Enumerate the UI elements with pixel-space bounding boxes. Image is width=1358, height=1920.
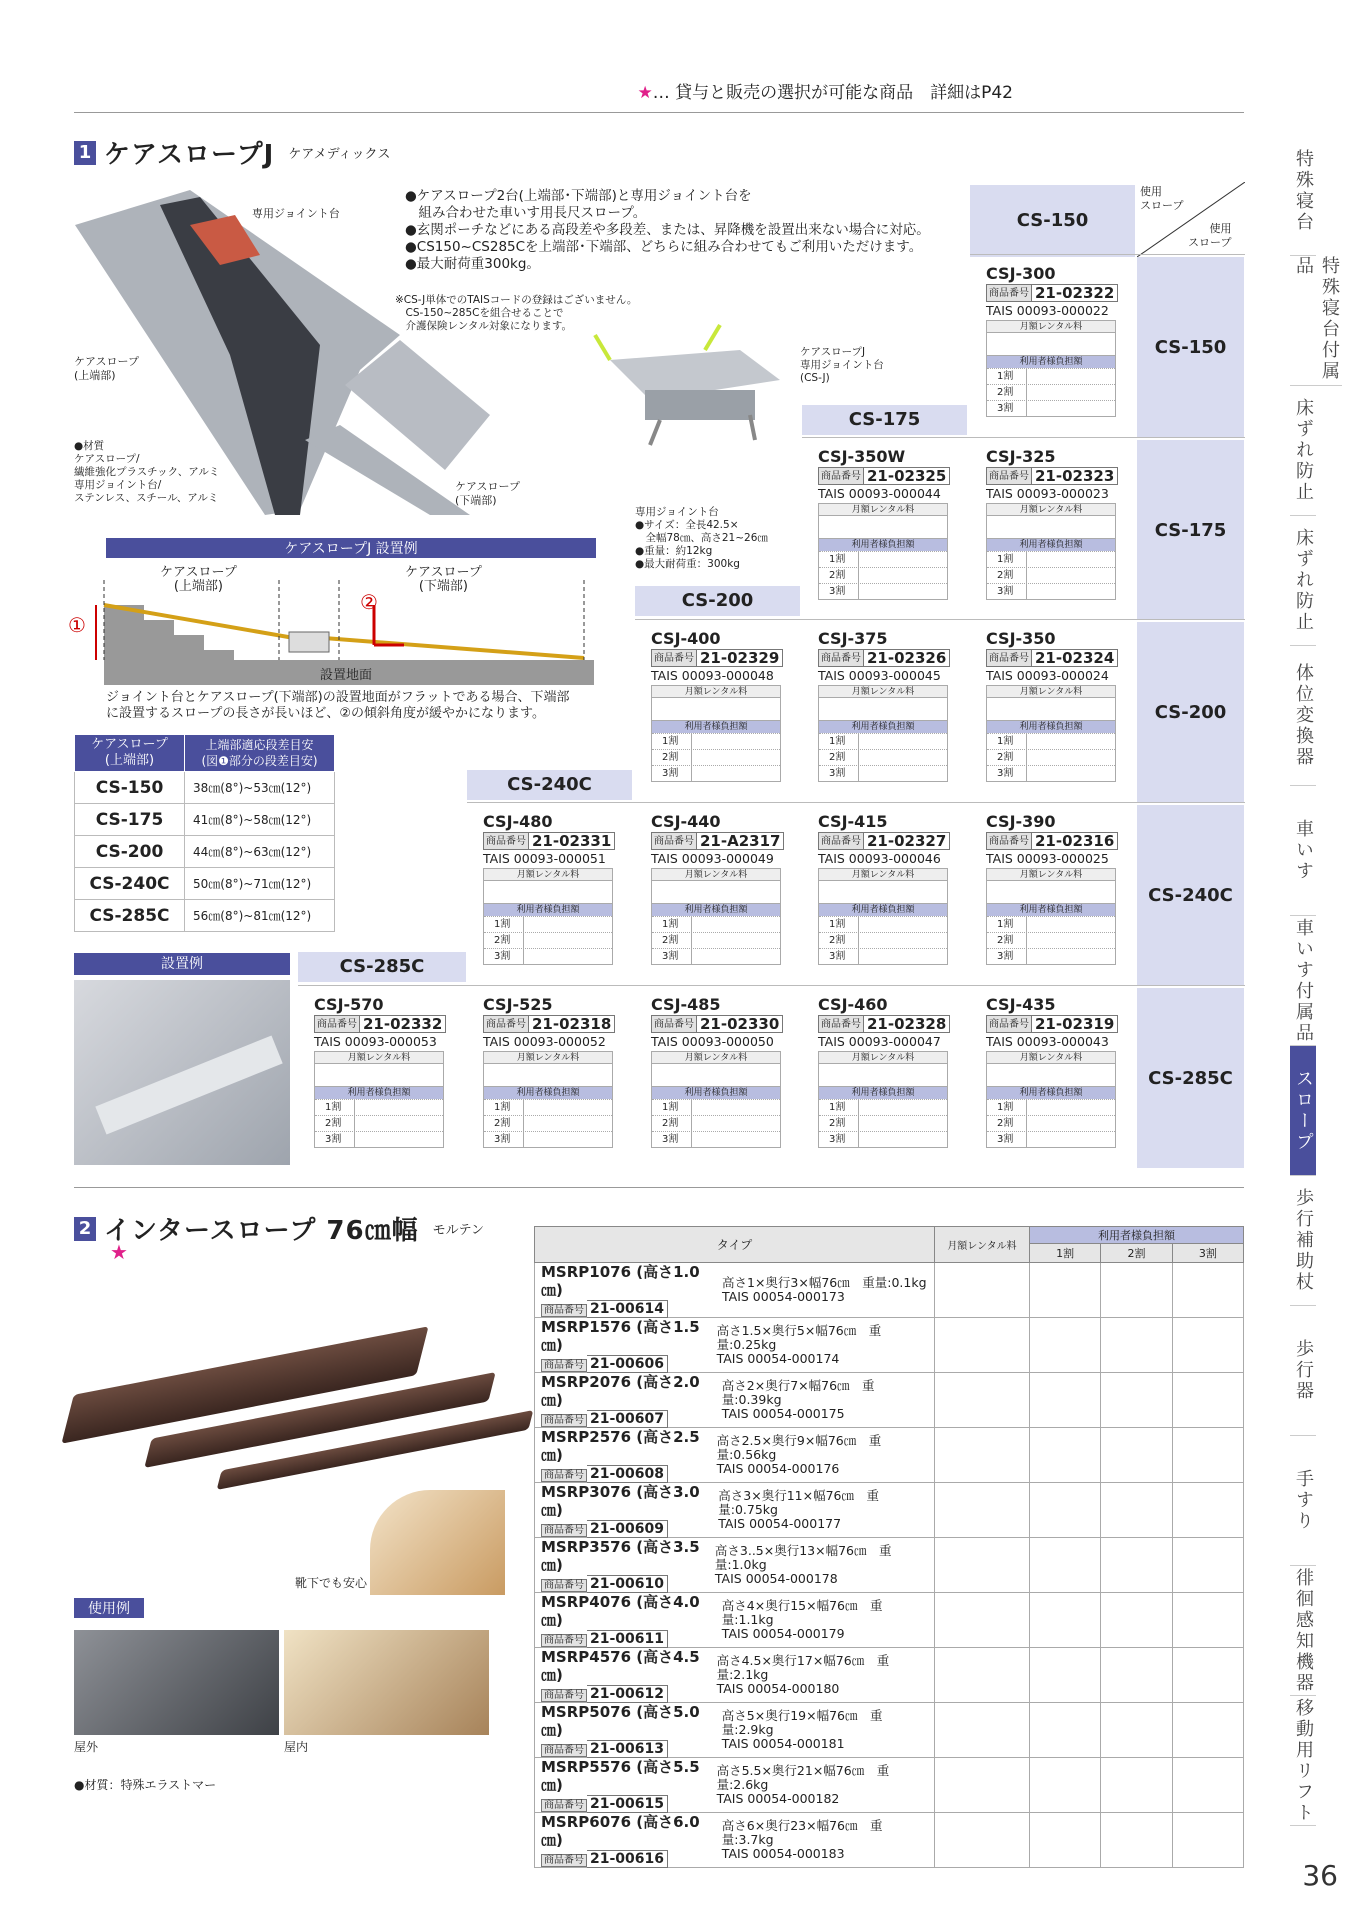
grid-line xyxy=(802,437,1245,438)
user-header: 利用者様負担額 xyxy=(987,538,1115,551)
model-code: CSJ-350 xyxy=(986,629,1056,648)
th-type: タイプ xyxy=(535,1227,935,1263)
table-row: MSRP1576 (高さ1.5㎝) 商品番号 21-00606 高さ1.5×奥行5×幅76㎝ 重量:0.25kg TAIS 00054-000174 xyxy=(535,1318,1244,1373)
th-rent: 月額レンタル料 xyxy=(935,1227,1030,1263)
model-card: CSJ-570 商品番号 21-02332 TAIS 00093-000053 月額レンタル料 利用者様負担額 1割 2割 3割 xyxy=(314,995,454,1170)
step-th-model: ケアスロープ (上端部) xyxy=(75,735,185,772)
ground-label: 設置地面 xyxy=(320,668,373,683)
rental-notice xyxy=(637,78,1013,103)
rent-header: 月額レンタル料 xyxy=(652,686,780,698)
model-card: CSJ-440 商品番号 21-A2317 TAIS 00093-000049 月額レンタル料 利用者様負担額 1割 2割 3割 xyxy=(651,812,791,987)
example-label: 設置例 xyxy=(74,953,290,975)
product-number: 21-02324 xyxy=(1032,649,1118,667)
table-row: CS-150 38㎝(8°)~53㎝(12°) xyxy=(75,772,335,804)
marker-2: ② xyxy=(360,590,378,614)
material-list: ●材質 ケアスロープ/ 繊維強化プラスチック、アルミ 専用ジョイント台/ ステンレス、スチール、アルミ xyxy=(74,440,220,504)
product-number-label: 商品番号 xyxy=(986,1015,1032,1033)
model-name: MSRP5576 (高さ5.5㎝) xyxy=(541,1758,700,1794)
row-head-cs240c: CS-240C xyxy=(1137,805,1244,985)
sidebar-item[interactable]: 体位変換器 xyxy=(1290,646,1316,786)
tais-code: TAIS 00093-000052 xyxy=(483,1034,606,1049)
joint-stand-image xyxy=(590,320,790,450)
model-name: MSRP1076 (高さ1.0㎝) xyxy=(541,1263,700,1299)
product-number: 21-02327 xyxy=(864,832,950,850)
grid-line xyxy=(467,802,1245,803)
page-number: 36 xyxy=(1302,1859,1338,1892)
tais-code: TAIS 00054-000182 xyxy=(716,1791,840,1806)
tais-code: TAIS 00093-000047 xyxy=(818,1034,941,1049)
model-code: CSJ-460 xyxy=(818,995,888,1014)
tais-code: TAIS 00054-000175 xyxy=(721,1406,845,1421)
model-code: CSJ-375 xyxy=(818,629,888,648)
rent-header: 月額レンタル料 xyxy=(819,504,947,516)
product-number-label: 商品番号 xyxy=(818,832,864,850)
col-head-cs175: CS-175 xyxy=(802,405,967,435)
model-code: CSJ-570 xyxy=(314,995,384,1014)
user-header: 利用者様負担額 xyxy=(652,720,780,733)
spec: 高さ1.5×奥行5×幅76㎝ 重量:0.25kg xyxy=(716,1323,882,1352)
sidebar-item[interactable]: 歩行補助杖 xyxy=(1290,1176,1316,1306)
tais-code: TAIS 00054-000183 xyxy=(721,1846,845,1861)
tais-code: TAIS 00093-000025 xyxy=(986,851,1109,866)
col-head-cs240c: CS-240C xyxy=(467,770,632,800)
product-number: 21-00616 xyxy=(587,1850,668,1868)
spec: 高さ4×奥行15×幅76㎝ 重量:1.1kg xyxy=(721,1598,883,1627)
table-row: MSRP2076 (高さ2.0㎝) 商品番号 21-00607 高さ2×奥行7×幅76㎝ 重量:0.39kg TAIS 00054-000175 xyxy=(535,1373,1244,1428)
model-code: CSJ-440 xyxy=(651,812,721,831)
product-number: 21-00606 xyxy=(587,1355,668,1373)
star-icon: ★ xyxy=(637,83,653,103)
spec: 高さ2×奥行7×幅76㎝ 重量:0.39kg xyxy=(721,1378,875,1407)
product-number: 21-02322 xyxy=(1032,284,1118,302)
sidebar-item[interactable]: 車いす xyxy=(1290,786,1316,916)
tais-code: TAIS 00093-000023 xyxy=(986,486,1109,501)
sock-photo xyxy=(370,1490,505,1595)
model-code: CSJ-325 xyxy=(986,447,1056,466)
product-number-label: 商品番号 xyxy=(483,832,529,850)
rent-header: 月額レンタル料 xyxy=(987,686,1115,698)
user-header: 利用者様負担額 xyxy=(652,1086,780,1099)
grid-line xyxy=(635,619,1245,620)
product-number: 21-00612 xyxy=(587,1685,668,1703)
th-user: 利用者様負担額 xyxy=(1030,1227,1244,1244)
model-card: CSJ-390 商品番号 21-02316 TAIS 00093-000025 月額レンタル料 利用者様負担額 1割 2割 3割 xyxy=(986,812,1126,987)
user-header: 利用者様負担額 xyxy=(819,538,947,551)
table-row: CS-175 41㎝(8°)~58㎝(12°) xyxy=(75,804,335,836)
table-row: MSRP1076 (高さ1.0㎝) 商品番号 21-00614 高さ1×奥行3×幅76㎝ 重量:0.1kg TAIS 00054-000173 xyxy=(535,1263,1244,1318)
spec: 高さ1×奥行3×幅76㎝ 重量:0.1kg xyxy=(722,1275,927,1290)
sidebar-item[interactable]: 特殊寝台 xyxy=(1290,126,1316,256)
label-cs-j: ケアスロープJ 専用ジョイント台 (CS-J) xyxy=(800,346,884,384)
col-head-cs200: CS-200 xyxy=(635,586,800,616)
row-head-cs200: CS-200 xyxy=(1137,622,1244,802)
tais-code: TAIS 00054-000173 xyxy=(722,1289,845,1304)
tais-code: TAIS 00093-000022 xyxy=(986,303,1109,318)
rent-header: 月額レンタル料 xyxy=(484,1052,612,1064)
product-number-label: 商品番号 xyxy=(986,467,1032,485)
model-name: MSRP3576 (高さ3.5㎝) xyxy=(541,1538,700,1574)
tais-code: TAIS 00054-000181 xyxy=(721,1736,845,1751)
diagram-title: ケアスロープJ 設置例 xyxy=(106,538,596,558)
model-name: MSRP2076 (高さ2.0㎝) xyxy=(541,1373,700,1409)
rent-header: 月額レンタル料 xyxy=(987,321,1115,333)
table-row: MSRP6076 (高さ6.0㎝) 商品番号 21-00616 高さ6×奥行23×幅76㎝ 重量:3.7kg TAIS 00054-000183 xyxy=(535,1813,1244,1868)
rent-header: 月額レンタル料 xyxy=(315,1052,443,1064)
spec: 高さ5×奥行19×幅76㎝ 重量:2.9kg xyxy=(721,1708,883,1737)
section1-header xyxy=(74,134,390,171)
user-header: 利用者様負担額 xyxy=(484,1086,612,1099)
sock-caption: 靴下でも安心 xyxy=(295,1576,368,1590)
model-name: MSRP2576 (高さ2.5㎝) xyxy=(541,1428,700,1464)
table-row: MSRP3576 (高さ3.5㎝) 商品番号 21-00610 高さ3..5×奥行13×幅76㎝ 重量:1.0kg TAIS 00054-000178 xyxy=(535,1538,1244,1593)
maker: ケアメディックス xyxy=(288,147,391,162)
diagram-lower: ケアスロープ (下端部) xyxy=(405,565,482,594)
product-number-label: 商品番号 xyxy=(483,1015,529,1033)
user-header: 利用者様負担額 xyxy=(315,1086,443,1099)
product-number-label: 商品番号 xyxy=(651,649,697,667)
user-header: 利用者様負担額 xyxy=(987,355,1115,368)
tais-code: TAIS 00093-000043 xyxy=(986,1034,1109,1049)
product-number: 21-00615 xyxy=(587,1795,668,1813)
example-photo xyxy=(74,980,290,1165)
model-name: MSRP4076 (高さ4.0㎝) xyxy=(541,1593,700,1629)
product-number: 21-02316 xyxy=(1032,832,1118,850)
section-title: インタースロープ 76㎝幅 xyxy=(104,1216,419,1246)
row-head-cs175: CS-175 xyxy=(1137,440,1244,620)
sidebar-item[interactable]: 手すり xyxy=(1290,1436,1316,1566)
spec: 高さ4.5×奥行17×幅76㎝ 重量:2.1kg xyxy=(716,1653,890,1682)
product-number: 21-02325 xyxy=(864,467,950,485)
sidebar-item[interactable]: 特殊寝台付属品 xyxy=(1290,256,1342,386)
notice-text: … 貸与と販売の選択が可能な商品 詳細はP42 xyxy=(652,83,1013,103)
user-header: 利用者様負担額 xyxy=(987,1086,1115,1099)
model-card: CSJ-525 商品番号 21-02318 TAIS 00093-000052 月額レンタル料 利用者様負担額 1割 2割 3割 xyxy=(483,995,623,1170)
user-header: 利用者様負担額 xyxy=(484,903,612,916)
product-number: 21-02319 xyxy=(1032,1015,1118,1033)
star-icon: ★ xyxy=(110,1240,128,1264)
tais-code: TAIS 00093-000024 xyxy=(986,668,1109,683)
sidebar-item[interactable]: 歩行器 xyxy=(1290,1306,1316,1436)
diagram-caption: ジョイント台とケアスロープ(下端部)の設置地面がフラットである場合、下端部 に設置するスロープの長さが長いほど、②の傾斜角度が緩やかになります。 xyxy=(106,690,570,721)
indoor-caption: 屋内 xyxy=(284,1740,309,1754)
product-number-label: 商品番号 xyxy=(818,649,864,667)
product-number-label: 商品番号 xyxy=(651,832,697,850)
corner-top: 使用 スロープ xyxy=(1140,185,1184,212)
tais-code: TAIS 00054-000180 xyxy=(716,1681,840,1696)
model-card: CSJ-480 商品番号 21-02331 TAIS 00093-000051 月額レンタル料 利用者様負担額 1割 2割 3割 xyxy=(483,812,623,987)
model-code: CSJ-400 xyxy=(651,629,721,648)
model-card: CSJ-485 商品番号 21-02330 TAIS 00093-000050 月額レンタル料 利用者様負担額 1割 2割 3割 xyxy=(651,995,791,1170)
product-number: 21-00609 xyxy=(587,1520,668,1538)
tais-notes: ※CS-J単体でのTAISコードの登録はございません。 CS-150~285Cを組合せることで 介護保険レンタル対象になります。 xyxy=(395,294,638,332)
model-card: CSJ-415 商品番号 21-02327 TAIS 00093-000046 月額レンタル料 利用者様負担額 1割 2割 3割 xyxy=(818,812,958,987)
label-lower: ケアスロープ (下端部) xyxy=(455,480,521,507)
model-card: CSJ-300 商品番号 21-02322 TAIS 00093-000022 月額レンタル料 利用者様負担額 1割 2割 3割 xyxy=(986,264,1126,439)
model-card: CSJ-325 商品番号 21-02323 TAIS 00093-000023 月額レンタル料 利用者様負担額 1割 2割 3割 xyxy=(986,447,1126,622)
user-header: 利用者様負担額 xyxy=(819,903,947,916)
tais-code: TAIS 00093-000053 xyxy=(314,1034,437,1049)
rent-header: 月額レンタル料 xyxy=(987,869,1115,881)
product-number: 21-02328 xyxy=(864,1015,950,1033)
product-number: 21-02332 xyxy=(360,1015,446,1033)
tais-code: TAIS 00093-000050 xyxy=(651,1034,774,1049)
model-code: CSJ-300 xyxy=(986,264,1056,283)
sidebar-item[interactable]: 徘徊感知機器 xyxy=(1290,1566,1316,1696)
table-row: MSRP5576 (高さ5.5㎝) 商品番号 21-00615 高さ5.5×奥行21×幅76㎝ 重量:2.6kg TAIS 00054-000182 xyxy=(535,1758,1244,1813)
user-header: 利用者様負担額 xyxy=(987,720,1115,733)
tais-code: TAIS 00093-000045 xyxy=(818,668,941,683)
spec: 高さ3×奥行11×幅76㎝ 重量:0.75kg xyxy=(718,1488,879,1517)
product-number-label: 商品番号 xyxy=(314,1015,360,1033)
msrp-table: タイプ 月額レンタル料 利用者様負担額 1割 2割 3割 MSRP1076 (高さ1.0㎝) 商品番号 21-00614 高さ1×奥行3×幅76㎝ 重量:0.1kg TAIS 00054-000173 MSRP1576 (高さ1.5㎝) 商品番号 21-00606 高さ1.5×奥行5×幅76㎝ 重量:0.25kg TAIS 00054-000174 MSRP2076 (高さ2.0㎝) 商品番号 21-00607 高さ2×奥行7×幅76㎝ 重量:0.39kg TAIS 00054-000175 MSRP2576 (高さ2.5㎝) 商品番号 21-00608 高さ2.5×奥行9×幅76㎝ 重量:0.56kg TAIS 00054-000176 MSRP3076 (高さ3.0㎝) 商品番号 21-00609 高さ3×奥行11×幅76㎝ 重量:0.75kg TAIS 00054-000177 MSRP3576 (高さ3.5㎝) 商品番号 21-00610 高さ3..5×奥行13×幅76㎝ 重量:1.0kg TAIS 00054-000178 MSRP4076 (高さ4.0㎝) 商品番号 21-00611 高さ4×奥行15×幅76㎝ 重量:1.1kg TAIS 00054-000179 MSRP4576 (高さ4.5㎝) 商品番号 21-00612 高さ4.5×奥行17×幅76㎝ 重量:2.1kg TAIS 00054-000180 MSRP5076 (高さ5.0㎝) 商品番号 21-00613 高さ5×奥行19×幅76㎝ 重量:2.9kg TAIS 00054-000181 MSRP5576 (高さ5.5㎝) 商品番号 21-00615 高さ5.5×奥行21×幅76㎝ 重量:2.6kg TAIS 00054-000182 MSRP6076 (高さ6.0㎝) 商品番号 21-00616 高さ6×奥行23×幅76㎝ 重量:3.7kg TAIS 00054-000183 xyxy=(534,1226,1244,1868)
model-code: CSJ-480 xyxy=(483,812,553,831)
category-sidebar xyxy=(1290,126,1358,1826)
product-number: 21-00607 xyxy=(587,1410,668,1428)
model-card: CSJ-460 商品番号 21-02328 TAIS 00093-000047 月額レンタル料 利用者様負担額 1割 2割 3割 xyxy=(818,995,958,1170)
sidebar-item[interactable]: 移動用リフト xyxy=(1290,1696,1316,1826)
product-number-label: 商品番号 xyxy=(818,1015,864,1033)
rent-header: 月額レンタル料 xyxy=(987,504,1115,516)
model-code: CSJ-350W xyxy=(818,447,906,466)
model-code: CSJ-415 xyxy=(818,812,888,831)
row-head-cs150: CS-150 xyxy=(1137,257,1244,437)
sidebar-item[interactable]: 車いす付属品 xyxy=(1290,916,1316,1046)
tais-code: TAIS 00054-000178 xyxy=(714,1571,838,1586)
outdoor-caption: 屋外 xyxy=(74,1740,99,1754)
usage-label: 使用例 xyxy=(74,1598,144,1618)
rent-header: 月額レンタル料 xyxy=(819,869,947,881)
model-card: CSJ-375 商品番号 21-02326 TAIS 00093-000045 月額レンタル料 利用者様負担額 1割 2割 3割 xyxy=(818,629,958,804)
rent-header: 月額レンタル料 xyxy=(819,686,947,698)
user-header: 利用者様負担額 xyxy=(819,1086,947,1099)
diagram-upper: ケアスロープ (上端部) xyxy=(160,565,237,594)
product-number-label: 商品番号 xyxy=(986,649,1032,667)
rent-header: 月額レンタル料 xyxy=(987,1052,1115,1064)
spec: 高さ2.5×奥行9×幅76㎝ 重量:0.56kg xyxy=(716,1433,882,1462)
product-number-label: 商品番号 xyxy=(818,467,864,485)
section2-header xyxy=(74,1210,484,1247)
model-card: CSJ-435 商品番号 21-02319 TAIS 00093-000043 月額レンタル料 利用者様負担額 1割 2割 3割 xyxy=(986,995,1126,1170)
tais-code: TAIS 00054-000177 xyxy=(718,1516,842,1531)
model-name: MSRP3076 (高さ3.0㎝) xyxy=(541,1483,700,1519)
corner-diagonal xyxy=(1137,182,1245,257)
col-head-cs285c: CS-285C xyxy=(298,952,466,982)
row-head-cs285c: CS-285C xyxy=(1137,988,1244,1168)
divider xyxy=(74,1187,1244,1188)
product-number: 21-02323 xyxy=(1032,467,1118,485)
spec: 高さ5.5×奥行21×幅76㎝ 重量:2.6kg xyxy=(716,1763,890,1792)
divider xyxy=(74,112,1244,113)
product-number: 21-00608 xyxy=(587,1465,668,1483)
table-row: MSRP5076 (高さ5.0㎝) 商品番号 21-00613 高さ5×奥行19×幅76㎝ 重量:2.9kg TAIS 00054-000181 xyxy=(535,1703,1244,1758)
indoor-photo xyxy=(284,1630,489,1735)
model-name: MSRP5076 (高さ5.0㎝) xyxy=(541,1703,700,1739)
section-number: 1 xyxy=(74,141,96,165)
table-row: CS-200 44㎝(8°)~63㎝(12°) xyxy=(75,836,335,868)
tais-code: TAIS 00054-000174 xyxy=(716,1351,840,1366)
table-row: MSRP4076 (高さ4.0㎝) 商品番号 21-00611 高さ4×奥行15×幅76㎝ 重量:1.1kg TAIS 00054-000179 xyxy=(535,1593,1244,1648)
tais-code: TAIS 00054-000179 xyxy=(721,1626,845,1641)
rent-header: 月額レンタル料 xyxy=(652,869,780,881)
rent-header: 月額レンタル料 xyxy=(484,869,612,881)
rent-header: 月額レンタル料 xyxy=(819,1052,947,1064)
label-joint: 専用ジョイント台 xyxy=(252,207,340,220)
model-code: CSJ-485 xyxy=(651,995,721,1014)
outdoor-photo xyxy=(74,1630,279,1735)
rent-header: 月額レンタル料 xyxy=(652,1052,780,1064)
section-title: ケアスロープJ xyxy=(104,140,275,170)
table-row: MSRP4576 (高さ4.5㎝) 商品番号 21-00612 高さ4.5×奥行17×幅76㎝ 重量:2.1kg TAIS 00054-000180 xyxy=(535,1648,1244,1703)
table-row: CS-240C 50㎝(8°)~71㎝(12°) xyxy=(75,868,335,900)
spec: 高さ6×奥行23×幅76㎝ 重量:3.7kg xyxy=(721,1818,883,1847)
product-number: 21-A2317 xyxy=(697,832,784,850)
product-number: 21-02326 xyxy=(864,649,950,667)
sidebar-item[interactable]: スロープ xyxy=(1290,1046,1316,1176)
product-number: 21-02330 xyxy=(697,1015,783,1033)
user-header: 利用者様負担額 xyxy=(819,720,947,733)
user-header: 利用者様負担額 xyxy=(987,903,1115,916)
maker: モルテン xyxy=(432,1223,484,1238)
product-number-label: 商品番号 xyxy=(986,284,1032,302)
tais-code: TAIS 00093-000051 xyxy=(483,851,606,866)
feature-bullets: ●ケアスロープ2台(上端部･下端部)と専用ジョイント台を 組み合わせた車いす用長尺スロープ。 ●玄関ポーチなどにある高段差や多段差、または、昇降機を設置出来ない場合に対応。 ●CS150~CS285Cを上端部･下端部、どちらに組み合わせてもご利用いただけます。 ●最大耐荷重300kg。 xyxy=(405,188,930,272)
product-number: 21-02329 xyxy=(697,649,783,667)
table-row: MSRP2576 (高さ2.5㎝) 商品番号 21-00608 高さ2.5×奥行9×幅76㎝ 重量:0.56kg TAIS 00054-000176 xyxy=(535,1428,1244,1483)
model-code: CSJ-525 xyxy=(483,995,553,1014)
tais-code: TAIS 00093-000048 xyxy=(651,668,774,683)
model-name: MSRP1576 (高さ1.5㎝) xyxy=(541,1318,700,1354)
section-number: 2 xyxy=(74,1217,96,1241)
sidebar-item[interactable]: 床ずれ防止 xyxy=(1290,386,1316,516)
corner-bottom: 使用 スロープ xyxy=(1188,222,1232,249)
tais-code: TAIS 00093-000044 xyxy=(818,486,941,501)
label-upper: ケアスロープ (上端部) xyxy=(74,355,140,382)
product-number-label: 商品番号 xyxy=(986,832,1032,850)
marker-1: ① xyxy=(68,613,86,637)
material: ●材質：特殊エラストマー xyxy=(74,1778,217,1792)
product-number: 21-00611 xyxy=(587,1630,668,1648)
spec: 高さ3..5×奥行13×幅76㎝ 重量:1.0kg xyxy=(714,1543,892,1572)
product-number: 21-00613 xyxy=(587,1740,668,1758)
joint-spec: 専用ジョイント台 ●サイズ：全長42.5× 全幅78㎝、高さ21~26㎝ ●重量：約12kg ●最大耐荷重：300kg xyxy=(635,506,768,570)
user-header: 利用者様負担額 xyxy=(652,903,780,916)
col-head-cs150: CS-150 xyxy=(970,185,1135,257)
model-name: MSRP4576 (高さ4.5㎝) xyxy=(541,1648,700,1684)
step-table xyxy=(74,734,335,932)
sidebar-item[interactable]: 床ずれ防止 xyxy=(1290,516,1316,646)
tais-code: TAIS 00054-000176 xyxy=(716,1461,840,1476)
model-name: MSRP6076 (高さ6.0㎝) xyxy=(541,1813,700,1849)
product-number-label: 商品番号 xyxy=(651,1015,697,1033)
product-number: 21-00614 xyxy=(587,1300,668,1318)
grid-line xyxy=(970,254,1245,255)
model-card: CSJ-350W 商品番号 21-02325 TAIS 00093-000044 月額レンタル料 利用者様負担額 1割 2割 3割 xyxy=(818,447,958,622)
product-number: 21-02331 xyxy=(529,832,615,850)
step-th-range: 上端部適応段差目安 (図❶部分の段差目安) xyxy=(185,735,335,772)
tais-code: TAIS 00093-000049 xyxy=(651,851,774,866)
model-code: CSJ-390 xyxy=(986,812,1056,831)
tais-code: TAIS 00093-000046 xyxy=(818,851,941,866)
product-number: 21-00610 xyxy=(587,1575,668,1593)
table-row: CS-285C 56㎝(8°)~81㎝(12°) xyxy=(75,900,335,932)
model-code: CSJ-435 xyxy=(986,995,1056,1014)
grid-line xyxy=(298,985,1245,986)
product-number: 21-02318 xyxy=(529,1015,615,1033)
table-row: MSRP3076 (高さ3.0㎝) 商品番号 21-00609 高さ3×奥行11×幅76㎝ 重量:0.75kg TAIS 00054-000177 xyxy=(535,1483,1244,1538)
model-card: CSJ-350 商品番号 21-02324 TAIS 00093-000024 月額レンタル料 利用者様負担額 1割 2割 3割 xyxy=(986,629,1126,804)
model-card: CSJ-400 商品番号 21-02329 TAIS 00093-000048 月額レンタル料 利用者様負担額 1割 2割 3割 xyxy=(651,629,791,804)
